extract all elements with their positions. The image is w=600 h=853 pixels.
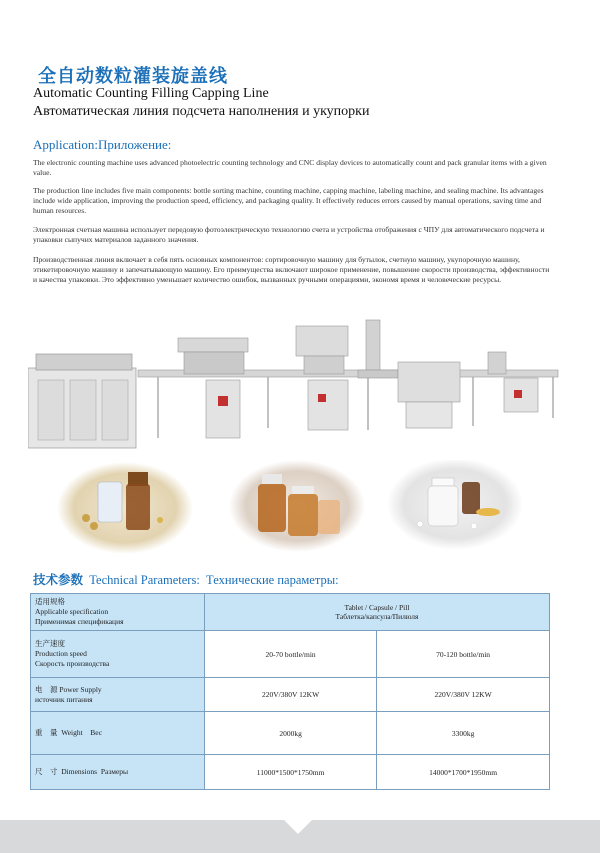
application-paragraph-2: The production line includes five main components: bottle sorting machine, counting machine, capping machine, labeling machine, and sealing machine. Its advantages include wide application, improving the production speed, efficiency, and packaging quality. It effectively reduces errors caused by manual operations, saving time and human resources. <box>33 186 544 215</box>
title-russian: Автоматическая линия подсчета наполнения и укупорки <box>33 104 370 119</box>
table-row <box>31 712 550 755</box>
table-row <box>31 755 550 790</box>
row-value-model-a: 11000*1500*1750mm <box>205 755 377 790</box>
row-label: 尺 寸 Dimensions Размеры <box>31 755 205 790</box>
technical-parameters-heading: 技术参数 Technical Parameters: Технические параметры: <box>33 572 339 587</box>
title-chinese: 全自动数粒灌装旋盖线 <box>38 66 228 87</box>
row-value-model-b: 14000*1700*1950mm <box>377 755 550 790</box>
application-paragraph-3: Электронная счетная машина использует передовую фотоэлектрическую технологию счета и устройства отображения с ЧПУ для автоматического подсчета и упаковки сыпучих материалов заданного значения. <box>33 225 545 244</box>
row-label: 生产速度 Production speed Скорость производства <box>31 631 205 678</box>
table-row <box>31 594 550 631</box>
row-value-model-a: 220V/380V 12KW <box>205 678 377 712</box>
table-row <box>31 631 550 678</box>
row-value-model-b: 220V/380V 12KW <box>377 678 550 712</box>
row-value: Tablet / Capsule / Pill Таблетка/капсула/Пилюля <box>205 594 550 631</box>
row-value-model-a: 2000kg <box>205 712 377 755</box>
application-paragraph-1: The electronic counting machine uses advanced photoelectric counting technology and CNC display devices to automatically count and pack granular items with a given value. <box>33 158 547 177</box>
production-line-image <box>28 318 568 454</box>
row-label: 适用规格 Applicable specification Применимая спецификация <box>31 594 205 631</box>
row-value-model-a: 20-70 bottle/min <box>205 631 377 678</box>
row-label: 电 源 Power Supply источник питания <box>31 678 205 712</box>
technical-parameters-table <box>30 593 550 790</box>
application-heading: Application:Приложение: <box>33 137 172 152</box>
table-row <box>31 678 550 712</box>
row-value-model-b: 70-120 bottle/min <box>377 631 550 678</box>
row-value-model-b: 3300kg <box>377 712 550 755</box>
photo-capsules-bottles <box>57 462 193 554</box>
footer-notch-icon <box>282 818 314 834</box>
photo-amber-bottles <box>229 460 365 552</box>
row-label: 重 量 Weight Вес <box>31 712 205 755</box>
product-photos <box>0 460 600 560</box>
application-paragraph-4: Производственная линия включает в себя пять основных компонентов: сортировочную машину для бутылок, счетную машину, укупорочную машину, этикетировочную машину и запечатывающую машину. Его преимущества включают широкое применение, повышение скорости производства, эффективности и качества упаковки. Это эффективно уменьшает количество ошибок, вызванных ручными операциями, экономя время и человеческие ресурсы. <box>33 255 550 284</box>
photo-white-bottles <box>387 460 523 550</box>
title-english: Automatic Counting Filling Capping Line <box>33 86 269 101</box>
